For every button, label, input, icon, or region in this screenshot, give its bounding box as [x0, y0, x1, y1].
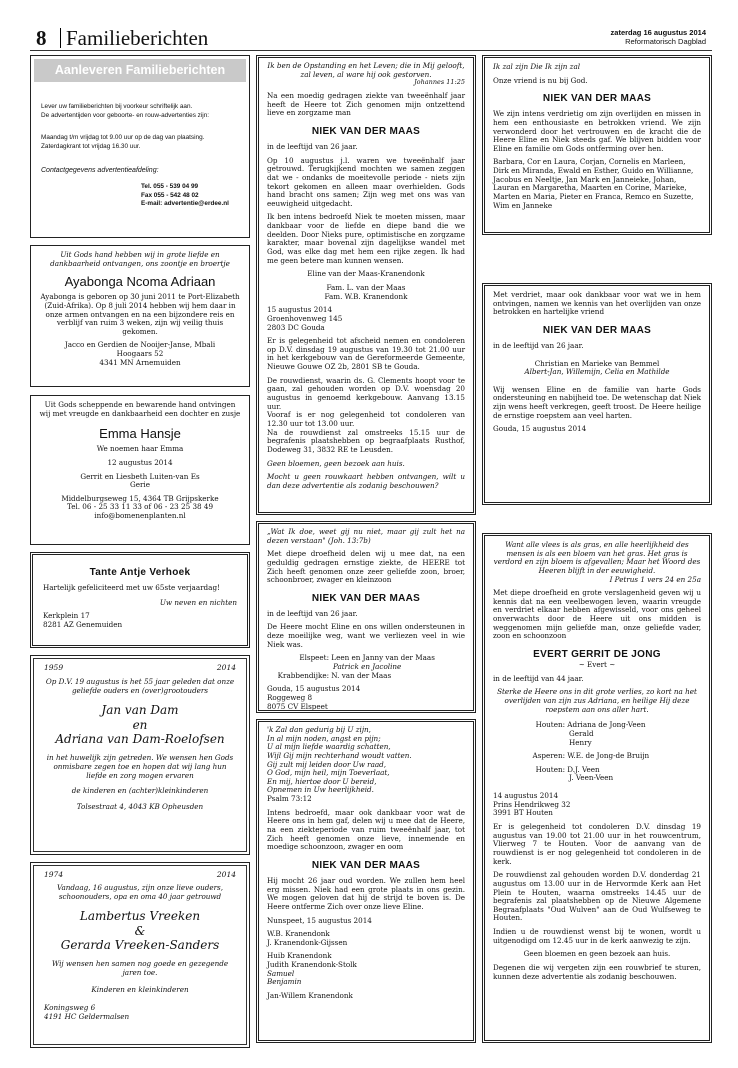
m5-intro: Met verdriet, maar ook dankbaar voor wat we in hem ontvingen, namen we kennis van het overlijden van onze betrokken en hartelijke vriend: [493, 290, 701, 317]
m1-burial: Na de rouwdienst zal omstreeks 15.15 uur de begrafenis plaatshebben op begraafplaats Rusthof, Dodeweg 31, 3832 RE te Leusden.: [267, 427, 465, 454]
m5-sign-2: Albert-Jan, Willemijn, Celia en Mathilde: [524, 367, 670, 377]
m2-label-krabbendijke: Krabbendijke:: [277, 670, 329, 680]
dejong-notice: [482, 533, 712, 1043]
antje-city: 8281 AZ Genemuiden: [43, 619, 123, 629]
m2-city: 8075 CV Elspeet: [267, 701, 328, 711]
m2-intro: Met diepe droefheid delen wij u mee dat, na een geduldig gedragen ernstige ziekte, de HEERE tot Zich heeft genomen onze zeer geliefde zoon, broer, schoonbroer, zwager en kleinzoon: [267, 549, 465, 585]
vreeken-street: Koningsweg 6: [44, 1003, 96, 1013]
emma-name: Emma Hansje: [99, 426, 181, 442]
m6-value-houten: Adriana de Jong-Veen: [567, 720, 646, 730]
vreeken-anniversary-notice: [30, 862, 250, 1048]
m6-value-asperen: W.E. de Jong-de Bruijn: [567, 751, 650, 761]
vreeken-years: [44, 870, 236, 879]
m6-no-flowers: Geen bloemen en geen bezoek aan huis.: [523, 949, 671, 959]
emma-sibling: Gerie: [130, 480, 150, 490]
m1-quote: Ik ben de Opstanding en het Leven; die in Mij gelooft, zal leven, al ware hij ook gestorven.: [267, 61, 465, 79]
m1-no-flowers: Geen bloemen, geen bezoek aan huis.: [267, 458, 405, 468]
m2-para2: De Heere mocht Eline en ons willen ondersteunen in deze moeilijke weg, want we verliezen veel in wie Niek was.: [267, 622, 465, 649]
m3-para2: Hij mocht 26 jaar oud worden. We zullen hem heel erg missen. Niek had een grote plaats in ons gezin. We mogen geloven dat hij de strijd te boven is. De Heere ontferme Zich over onze lieve Eline.: [267, 875, 465, 911]
m2-value-elspeet: Leen en Janny van der Maas: [331, 653, 435, 663]
m2-street: Roggeweg 8: [267, 692, 313, 702]
m6-quote-ref: I Petrus 1 vers 24 en 25a: [609, 574, 701, 584]
m1-service: De rouwdienst, waarin ds. G. Clements hoopt voor te gaan, zal gehouden worden op D.V. woensdag 20 augustus in genoemd kerkgebouw. Aanvang 13.15 uur.: [267, 375, 465, 411]
antje-birthday-notice: [30, 552, 250, 648]
m3-sign-7: Jan-Willem Kranendonk: [267, 991, 353, 1001]
m2-label-elspeet: Elspeet:: [299, 653, 329, 663]
m6-label-houten: Houten:: [535, 720, 565, 730]
aanleveren-line4: Zaterdagkrant tot vrijdag 16.30 uur.: [41, 142, 141, 150]
header-rule: [30, 50, 712, 51]
antje-text: Hartelijk gefeliciteerd met uw 65ste verjaardag!: [43, 583, 220, 592]
section-title: Familieberichten: [66, 26, 209, 50]
m3-sign-2: J. Kranendonk-Gijssen: [267, 937, 348, 947]
m2-value-krabbendijke: N. van der Maas: [331, 670, 392, 680]
m2-quote: „Wat Ik doe, weet gij nu niet, maar gij zult het na dezen verstaan" (Joh. 13:7b): [267, 527, 465, 545]
m5-sign-1: Christian en Marieke van Bemmel: [534, 358, 660, 368]
maas-notice-vanbemmel: [482, 283, 712, 505]
ayabonga-street: Hoogaars 52: [116, 349, 164, 359]
aanleveren-title: Aanleveren Familieberichten: [54, 63, 226, 77]
maas-notice-wife: [256, 55, 476, 515]
m1-age: in de leeftijd van 26 jaar.: [267, 142, 358, 151]
m6-age: in de leeftijd van 44 jaar.: [493, 673, 584, 683]
m1-quote-ref: Johannes 11:25: [414, 78, 465, 87]
m3-poem-line: In al mijn noden, angst en pijn;: [267, 733, 381, 743]
m1-city: 2803 DC Gouda: [267, 322, 325, 332]
vreeken-name2: Gerarda Vreeken-Sanders: [60, 938, 220, 953]
vandam-anniversary-notice: [30, 655, 250, 855]
vreeken-year-end: 2014: [216, 870, 236, 879]
m3-poem-ref: Psalm 73:12: [267, 794, 312, 804]
m3-sign-6: Benjamin: [267, 977, 302, 987]
vandam-years: [44, 663, 236, 672]
m5-deceased-name: NIEK VAN DER MAAS: [542, 324, 652, 336]
aanleveren-line2: De advertentijden voor geboorte- en rouw-advertenties zijn:: [41, 111, 210, 119]
vreeken-text: Wij wensen hen samen nog goede en gezegende jaren toe.: [51, 959, 229, 978]
aanleveren-contact: Contactgegevens advertentieafdeling:: [41, 166, 159, 174]
m6-family-asperen: [493, 752, 701, 761]
m5-para2: Wij wensen Eline en de familie van harte Gods ondersteuning en nabijheid toe. De wetenschap dat Niek zijn wens heeft verkregen, geeft troost. De Heere heilige de ernstige roepstem aan veel harten.: [493, 384, 701, 420]
m1-para2: Op 10 augustus j.l. waren we tweeënhalf jaar getrouwd. Terugkijkend mochten we samen zeggen dat we - ondanks de moeitevolle periode - niets zijn tekort gekomen en alleen maar overhielden. Gods hand bracht ons samen; Zijn weg met ons was van eeuwigheid uitgedacht.: [267, 155, 465, 208]
aanleveren-fax: Fax 055 - 542 48 02: [141, 191, 199, 199]
vandam-year-end: 2014: [216, 663, 236, 672]
m6-quote: Want alle vlees is als gras, en alle heerlijkheid des mensen is als een bloem van het gras. Het gras is verdord en zijn bloem is afgevallen; Maar het Woord des Heeren blijft in der eeuwigheid.: [493, 540, 701, 575]
vandam-year-start: 1959: [44, 663, 64, 672]
m1-date: 15 augustus 2014: [267, 305, 333, 315]
m1-deceased-name: NIEK VAN DER MAAS: [311, 126, 421, 137]
m6-para2: Sterke de Heere ons in dit grote verlies, zo kort na het overlijden van zijn zus Adriana, en heilige Hij deze roepstem aan ons aller hart.: [497, 687, 697, 714]
maas-notice-friends: [482, 55, 712, 235]
ayabonga-parents: Jacco en Gerdien de Nooijer-Janse, Mbali: [64, 340, 216, 350]
emma-parents: Gerrit en Liesbeth Luiten-van Es: [80, 471, 200, 481]
aanleveren-line3: Maandag t/m vrijdag tot 9.00 uur op de dag van plaatsing.: [41, 134, 205, 142]
m3-poem-line: Gij zult mij leiden door Uw raad,: [267, 759, 387, 769]
m6-city: 3991 BT Houten: [493, 808, 553, 818]
ayabonga-birth-notice: [30, 245, 250, 387]
aanleveren-box: [30, 55, 250, 238]
m2-deceased-name: NIEK VAN DER MAAS: [311, 592, 421, 604]
m6-family-houten: [493, 721, 701, 730]
ayabonga-text: Ayabonga is geboren op 30 juni 2011 te Port-Elizabeth (Zuid-Afrika). Op 8 juli 2014 hebben wij hem daar in onze armen ontvangen en na een bijzondere reis en verblijf van ruim 3 weken, zijn wij veilig thuis gekomen.: [40, 292, 240, 336]
m6-value-houten-2: Gerald: [569, 728, 594, 738]
m4-para1: We zijn intens verdrietig om zijn overlijden en missen in hem een enthousiaste en betrokken vriend. We zijn verwonderd door het vertrouwen en de kracht die de Heere Eline en Niek steeds gaf. We blijven bidden voor Eline en familie om Gods ontferming over hen.: [493, 109, 701, 153]
aanleveren-line1: Lever uw familieberichten bij voorkeur schriftelijk aan.: [41, 103, 193, 110]
m6-label-asperen: Asperen:: [532, 751, 565, 761]
m3-sign-3: Huib Kranendonk: [267, 951, 332, 961]
m2-family-krabbendijke: [267, 672, 465, 681]
emma-address: Middelburgseweg 15, 4364 TB Grijpskerke: [61, 493, 219, 503]
m6-street: Prins Hendrikweg 32: [493, 799, 571, 809]
vandam-signature: de kinderen en (achter)kleinkinderen: [71, 786, 209, 796]
m3-date: Nunspeet, 15 augustus 2014: [267, 915, 372, 925]
m6-intro: Met diepe droefheid en grote verslagenheid geven wij u kennis dat na een veelbewogen leven, waarin vreugde en verdriet elkaar hebben afgewisseld, voor ons geheel onverwachts door de Heere uit ons midden is weggenomen mijn geliefde man, onze geliefde vader, zoon en schoonzoon: [493, 588, 701, 641]
m1-street: Groenhovenweg 145: [267, 313, 343, 323]
emma-call: We noemen haar Emma: [96, 444, 184, 454]
vreeken-ampersand: &: [134, 923, 146, 938]
m1-intro: Na een moedig gedragen ziekte van tweeënhalf jaar heeft de Heere tot Zich genomen mijn ontzettend lieve en zorgzame man: [267, 91, 465, 118]
vandam-intro: Op D.V. 19 augustus is het 55 jaar geleden dat onze geliefde ouders en (over)grootouders: [45, 677, 235, 695]
m3-sign-1: W.B. Kranendonk: [267, 929, 330, 939]
m3-intro: Intens bedroefd, maar ook dankbaar voor wat de Heere ons in hem gaf, delen wij u mee dat de Heere, na een ziekteperiode van ruim tweeënhalf jaar, tot Zich heeft genomen onze lieve, innemende en moedige schoonzoon, zwager en oom: [267, 807, 465, 852]
ayabonga-intro: Uit Gods hand hebben wij in grote liefde en dankbaarheid ontvangen, ons zoontje en broertje: [50, 250, 230, 268]
emma-tel: Tel. 06 - 25 33 11 33 of 06 - 23 25 38 49: [66, 502, 214, 512]
m5-date: Gouda, 15 augustus 2014: [493, 424, 587, 434]
m1-no-card: Mocht u geen rouwkaart hebben ontvangen, wilt u dan deze advertentie als zodanig beschouwen?: [267, 472, 465, 490]
m3-deceased-name: NIEK VAN DER MAAS: [311, 859, 421, 871]
m6-date: 14 augustus 2014: [493, 791, 559, 801]
m3-poem-line: Opnemen in Uw heerlijkheid.: [267, 785, 374, 795]
header-divider: [60, 28, 61, 48]
vandam-text: in het huwelijk zijn getreden. We wensen hen Gods onmisbare zegen toe en hopen dat wij lang hun liefde en zorg mogen ervaren: [46, 753, 234, 780]
m5-age: in de leeftijd van 26 jaar.: [493, 340, 584, 350]
m6-no-card: Degenen die wij vergeten zijn een rouwbrief te sturen, kunnen deze advertentie als zodanig beschouwen.: [493, 962, 701, 981]
m6-value-houten-3: Henry: [569, 737, 592, 747]
m1-sign-maas: Fam. L. van der Maas: [326, 282, 406, 292]
vreeken-year-start: 1974: [44, 870, 64, 879]
vandam-address: Tolsestraat 4, 4043 KB Opheusden: [76, 802, 204, 812]
m6-attendance: Indien u de rouwdienst wenst bij te wonen, wordt u uitgenodigd om 12.45 uur in de kerk aanwezig te zijn.: [493, 927, 701, 945]
antje-street: Kerkplein 17: [43, 611, 90, 621]
vandam-and: en: [132, 717, 148, 732]
maas-notice-inlaws: [256, 719, 476, 1043]
m6-service: De rouwdienst zal gehouden worden D.V. donderdag 21 augustus om 13.00 uur in de Hervormde Kerk aan Het Plein te Houten, waarna omstreeks 14.45 uur de begrafenis zal plaatshebben op de Nieuwe Algemene Begraafplaats "Oud Wulven" aan de Oud Wulfseweg te Houten.: [493, 870, 701, 923]
m2-date: Gouda, 15 augustus 2014: [267, 684, 361, 694]
m4-quote: Ik zal zijn Die Ik zijn zal: [493, 62, 581, 71]
m6-value-houten-veen: D.J. Veen: [567, 764, 600, 774]
maas-notice-parents: [256, 521, 476, 713]
emma-intro: Uit Gods scheppende en bewarende hand ontvingen wij met vreugde en dankbaarheid een dochter en zusje: [39, 400, 241, 418]
antje-signature: Uw neven en nichten: [159, 597, 237, 607]
emma-date: 12 augustus 2014: [107, 457, 173, 467]
m6-value-houten-veen-2: J. Veen-Veen: [569, 773, 614, 783]
vandam-name2: Adriana van Dam-Roelofsen: [55, 732, 225, 747]
vandam-name1: Jan van Dam: [101, 703, 179, 718]
page-header: [30, 26, 710, 52]
m3-sign-4: Judith Kranendonk-Stolk: [267, 960, 357, 970]
m4-intro: Onze vriend is nu bij God.: [493, 75, 588, 85]
m6-condolence: Er is gelegenheid tot condoleren D.V. dinsdag 19 augustus van 19.00 tot 21.00 uur in het rouwcentrum, Vlierweg 7 te Houten. Voor de aanvang van de rouwdienst is er nog gelegenheid tot condoleren in de kerk.: [493, 822, 701, 866]
m6-label-houten-veen: Houten:: [535, 764, 565, 774]
m4-deceased-name: NIEK VAN DER MAAS: [542, 93, 652, 105]
vreeken-city: 4191 HC Geldermalsen: [44, 1012, 130, 1022]
issue-date: zaterdag 16 augustus 2014: [610, 28, 706, 37]
paper-name: Reformatorisch Dagblad: [625, 37, 706, 46]
m3-poem-line: En mij, hiertoe door U bereid,: [267, 776, 377, 786]
aanleveren-tel: Tel. 055 - 539 04 99: [141, 183, 199, 190]
page-number: 8: [36, 26, 47, 50]
ayabonga-name: Ayabonga Ncoma Adriaan: [64, 274, 216, 290]
m3-sign-5: Samuel: [267, 968, 295, 978]
m1-condolence-before: Vooraf is er nog gelegenheid tot condoleren van 12.30 uur tot 13.00 uur.: [267, 410, 465, 428]
m2-value-elspeet-2: Patrick en Jacoline: [333, 662, 402, 672]
vreeken-signature: Kinderen en kleinkinderen: [91, 984, 189, 994]
vreeken-intro: Vandaag, 16 augustus, zijn onze lieve ouders, schoonouders, opa en oma 40 jaar getrouwd: [56, 883, 223, 901]
m6-nickname: ~ Evert ~: [578, 660, 616, 670]
emma-email[interactable]: info@bomenenplanten.nl: [94, 511, 186, 521]
m1-sign-eline: Eline van der Maas-Kranendonk: [307, 269, 425, 279]
aanleveren-header: [34, 59, 246, 82]
m3-poem-line: O God, mijn heil, mijn Toeverlaat,: [267, 768, 390, 778]
antje-title: Tante Antje Verhoek: [89, 567, 191, 578]
vreeken-name1: Lambertus Vreeken: [79, 909, 201, 924]
m1-condolence: Er is gelegenheid tot afscheid nemen en condoleren op D.V. dinsdag 19 augustus van 19.30 tot 21.00 uur in het kerkgebouw van de Gereformeerde Gemeente, Nieuwe Gouwe OZ 2b, 2801 SB te Gouda.: [267, 336, 465, 372]
ayabonga-city: 4341 MN Arnemuiden: [99, 357, 181, 367]
m3-poem-line: Wijl Gij mijn rechterhand woudt vatten.: [267, 750, 412, 760]
m3-poem-line: 'k Zal dan gedurig bij U zijn,: [267, 725, 371, 734]
m3-poem-line: U al mijn liefde waardig schatten,: [267, 742, 391, 752]
m3-poem: [267, 726, 465, 795]
m1-sign-kranendonk: Fam. W.B. Kranendonk: [324, 291, 408, 301]
m2-age: in de leeftijd van 26 jaar.: [267, 608, 358, 618]
m6-deceased-name: EVERT GERRIT DE JONG: [533, 649, 661, 661]
m4-friends-list: Barbara, Cor en Laura, Corjan, Cornelis en Marleen, Dirk en Miranda, Ewald en Esther, Guido en Willianne, Jacobus en Neeltje, Jan Mark en Janneieke, Johan, Lauran en Margaretha, Maarten en Corine, Marieke, Marten en Maria, Pieter en Franca, Remco en Suzette, Wim en Janneke: [493, 157, 694, 210]
aanleveren-email[interactable]: E-mail: advertentie@erdee.nl: [141, 200, 229, 208]
m1-para3: Ik ben intens bedroefd Niek te moeten missen, maar dankbaar voor de liefde en diepe band die we deelden. Door Nieks pure, optimistische en zorgzame karakter, maar bovenal zijn dagelijkse wandel met God, was elke dag met hem een rijke zegen. Ik had me geen betere man kunnen wensen.: [267, 212, 465, 265]
emma-birth-notice: [30, 395, 250, 545]
